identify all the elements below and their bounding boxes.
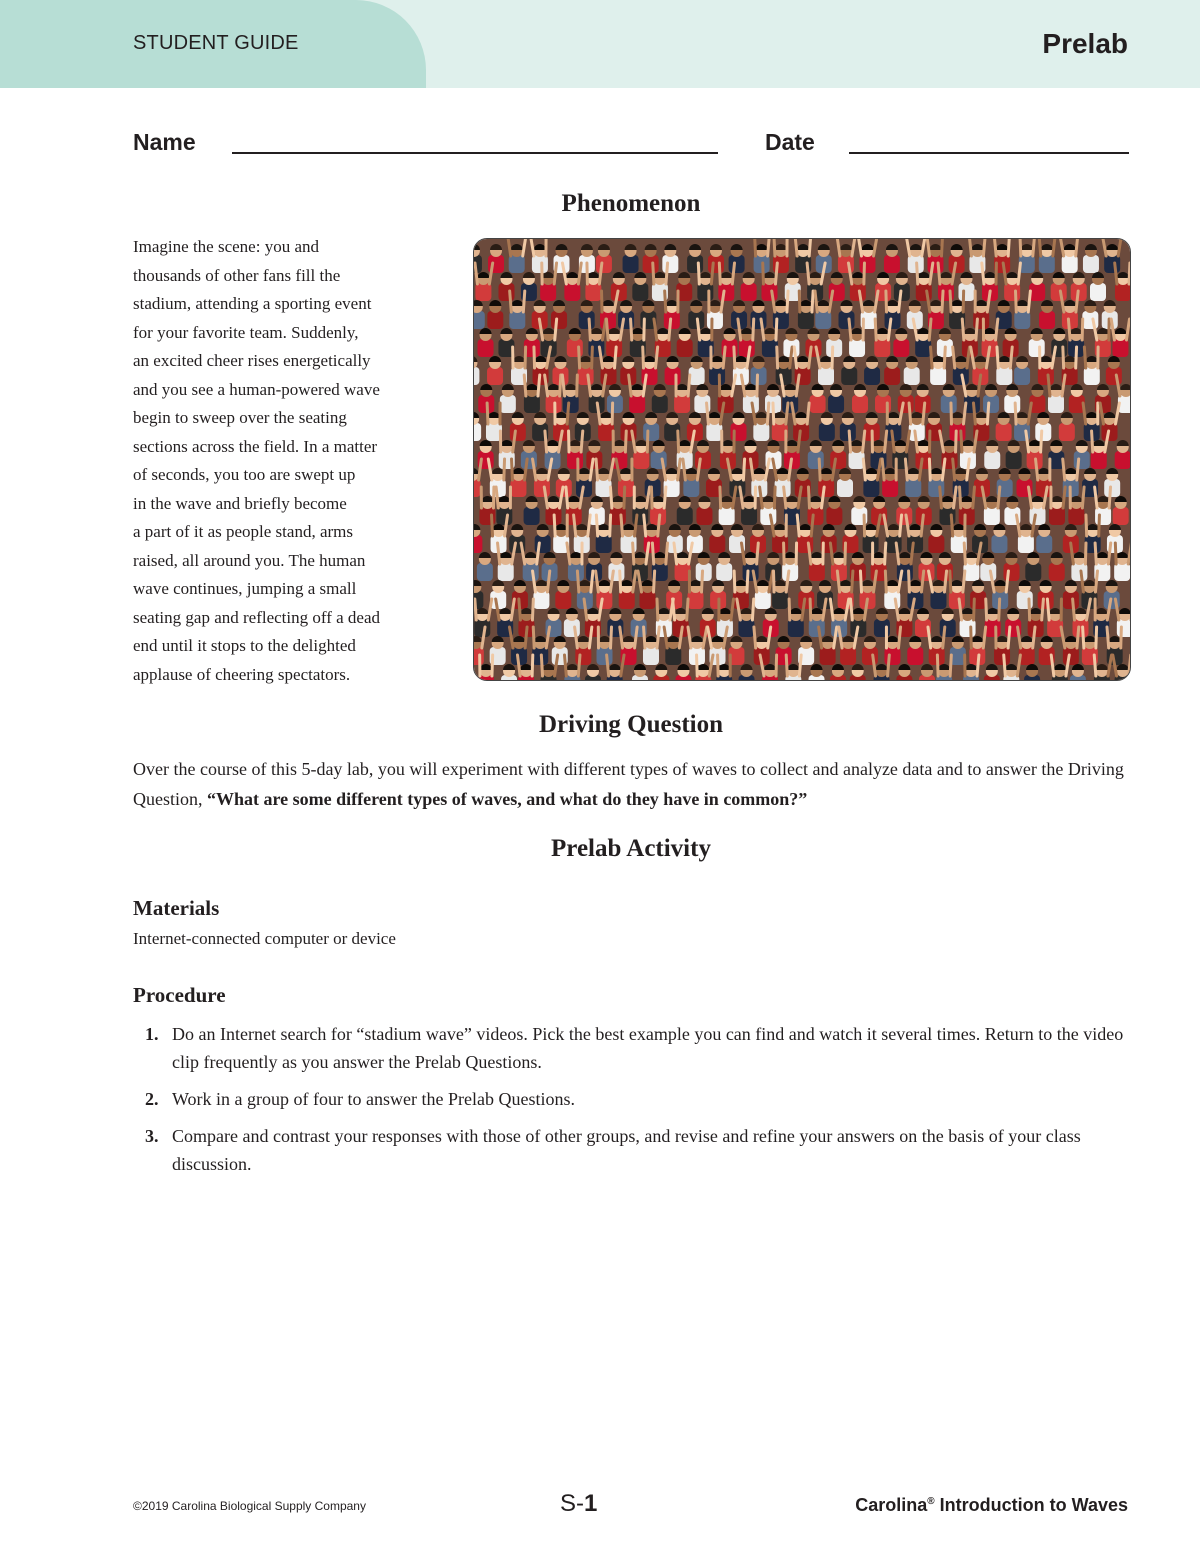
phenomenon-line: end until it stops to the delighted bbox=[133, 636, 356, 655]
step-text: Do an Internet search for “stadium wave” videos. Pick the best example you can find and watch it several times. Return to the video clip frequently as you answer the Prelab Questions. bbox=[172, 1024, 1124, 1072]
registered-mark: ® bbox=[927, 1496, 935, 1507]
crowd-illustration bbox=[474, 239, 1130, 680]
phenomenon-line: in the wave and briefly become bbox=[133, 493, 347, 513]
procedure-heading: Procedure bbox=[133, 983, 226, 1007]
date-field-line[interactable] bbox=[849, 152, 1129, 154]
date-label: Date bbox=[765, 129, 815, 155]
copyright: ©2019 Carolina Biological Supply Company bbox=[133, 1499, 366, 1513]
footer-title bbox=[855, 1495, 1128, 1516]
step-text: Work in a group of four to answer the Prelab Questions. bbox=[172, 1089, 575, 1109]
procedure-step bbox=[133, 1085, 1133, 1113]
phenomenon-line: sections across the field. In a matter bbox=[133, 436, 378, 456]
phenomenon-line: an excited cheer rises energetically bbox=[133, 351, 371, 370]
materials-heading: Materials bbox=[133, 896, 220, 920]
step-text: Compare and contrast your responses with those of other groups, and revise and refine your answers on the basis of your class discussion. bbox=[172, 1126, 1081, 1174]
name-label: Name bbox=[133, 129, 196, 155]
driving-question: “What are some different types of waves, and what do they have in common?” bbox=[207, 789, 808, 809]
phenomenon-line: seating gap and reflecting off a dead bbox=[133, 607, 381, 627]
phenomenon-line: begin to sweep over the seating bbox=[133, 408, 347, 427]
phenomenon-heading: Phenomenon bbox=[561, 190, 701, 217]
materials-item: Internet-connected computer or device bbox=[133, 929, 396, 948]
stadium-crowd-photo bbox=[473, 238, 1131, 681]
prelab-activity-heading: Prelab Activity bbox=[551, 835, 711, 862]
phenomenon-line: wave continues, jumping a small bbox=[133, 579, 357, 598]
procedure-step bbox=[133, 1122, 1133, 1178]
procedure-list bbox=[133, 1020, 1133, 1187]
page-number-value: 1 bbox=[584, 1490, 598, 1517]
driving-question-heading: Driving Question bbox=[538, 711, 724, 738]
page-number bbox=[560, 1490, 597, 1518]
page-prefix: S- bbox=[560, 1490, 584, 1517]
phenomenon-line: a part of it as people stand, arms bbox=[133, 522, 353, 541]
phenomenon-line: Imagine the scene: you and bbox=[133, 237, 319, 256]
phenomenon-line: thousands of other fans fill the bbox=[133, 265, 341, 285]
step-number: 1. bbox=[145, 1024, 159, 1044]
step-number: 3. bbox=[145, 1126, 159, 1146]
phenomenon-line: raised, all around you. The human bbox=[133, 550, 366, 570]
phenomenon-line: for your favorite team. Suddenly, bbox=[133, 322, 359, 342]
footer-title-rest: Introduction to Waves bbox=[934, 1495, 1128, 1515]
phenomenon-line: of seconds, you too are swept up bbox=[133, 465, 356, 484]
driving-question-text bbox=[133, 754, 1133, 814]
procedure-step bbox=[133, 1020, 1133, 1076]
footer-brand: Carolina bbox=[855, 1495, 928, 1515]
phenomenon-text bbox=[133, 233, 453, 689]
driving-question-intro: Over the course of this 5-day lab, you will experiment with different types of waves to collect and analyze data and to answer the Driving Question, bbox=[133, 759, 1124, 809]
phenomenon-line: stadium, attending a sporting event bbox=[133, 294, 372, 313]
phenomenon-line: and you see a human-powered wave bbox=[133, 379, 380, 399]
student-guide-label: STUDENT GUIDE bbox=[133, 32, 299, 54]
step-number: 2. bbox=[145, 1089, 159, 1109]
name-field-line[interactable] bbox=[232, 152, 718, 154]
section-label: Prelab bbox=[1042, 28, 1128, 59]
phenomenon-line: applause of cheering spectators. bbox=[133, 664, 351, 684]
